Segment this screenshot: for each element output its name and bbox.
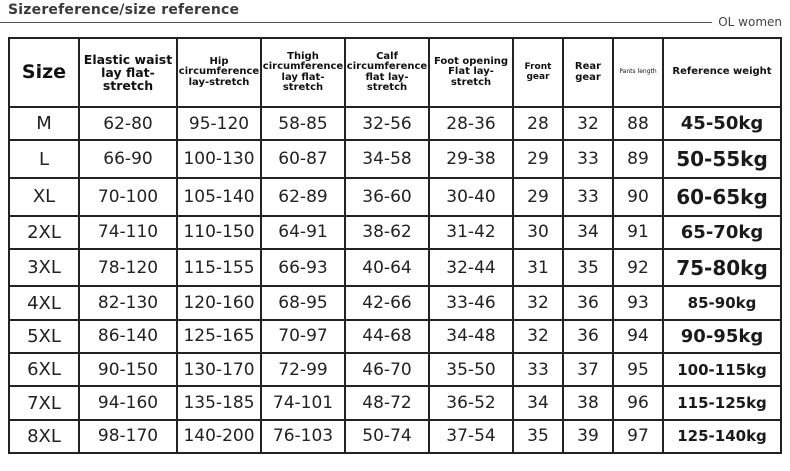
column-header-waist: Elastic waist lay flat-stretch <box>79 38 177 107</box>
foot-opening-cell: 32-44 <box>429 249 513 287</box>
front-gear-cell: 35 <box>513 420 563 453</box>
rear-gear-cell: 37 <box>563 353 613 386</box>
foot-opening-cell: 29-38 <box>429 140 513 178</box>
rear-gear-cell: 34 <box>563 216 613 249</box>
waist-cell: 74-110 <box>79 216 177 249</box>
rear-gear-cell: 36 <box>563 286 613 319</box>
rear-gear-cell: 35 <box>563 249 613 287</box>
calf-cell: 36-60 <box>345 178 429 216</box>
pants-length-cell: 89 <box>613 140 663 178</box>
waist-cell: 86-140 <box>79 320 177 353</box>
waist-cell: 82-130 <box>79 286 177 319</box>
foot-opening-cell: 35-50 <box>429 353 513 386</box>
calf-cell: 34-58 <box>345 140 429 178</box>
rear-gear-cell: 32 <box>563 107 613 140</box>
table-row <box>9 216 781 249</box>
table-row <box>9 420 781 453</box>
waist-cell: 78-120 <box>79 249 177 287</box>
front-gear-cell: 29 <box>513 140 563 178</box>
foot-opening-cell: 28-36 <box>429 107 513 140</box>
front-gear-cell: 32 <box>513 286 563 319</box>
table-row <box>9 178 781 216</box>
column-header-size: Size <box>9 38 79 107</box>
table-row <box>9 353 781 386</box>
calf-cell: 48-72 <box>345 386 429 419</box>
waist-cell: 94-160 <box>79 386 177 419</box>
waist-cell: 62-80 <box>79 107 177 140</box>
thigh-cell: 72-99 <box>261 353 345 386</box>
hip-cell: 100-130 <box>177 140 261 178</box>
page-title: Sizereference/size reference <box>8 2 240 18</box>
calf-cell: 42-66 <box>345 286 429 319</box>
pants-length-cell: 95 <box>613 353 663 386</box>
front-gear-cell: 28 <box>513 107 563 140</box>
pants-length-cell: 94 <box>613 320 663 353</box>
column-header-rear-gear: Rear gear <box>563 38 613 107</box>
size-cell: 8XL <box>9 420 79 453</box>
rear-gear-cell: 33 <box>563 140 613 178</box>
column-header-reference-weight: Reference weight <box>663 38 781 107</box>
reference-weight-cell: 60-65kg <box>663 178 781 216</box>
calf-cell: 44-68 <box>345 320 429 353</box>
reference-weight-cell: 65-70kg <box>663 216 781 249</box>
table-row <box>9 286 781 319</box>
front-gear-cell: 34 <box>513 386 563 419</box>
thigh-cell: 60-87 <box>261 140 345 178</box>
table-row <box>9 107 781 140</box>
column-header-calf: Calf circumference flat lay-stretch <box>345 38 429 107</box>
pants-length-cell: 92 <box>613 249 663 287</box>
thigh-cell: 68-95 <box>261 286 345 319</box>
thigh-cell: 62-89 <box>261 178 345 216</box>
size-reference-table <box>8 37 782 454</box>
size-cell: 3XL <box>9 249 79 287</box>
hip-cell: 120-160 <box>177 286 261 319</box>
thigh-cell: 74-101 <box>261 386 345 419</box>
column-header-hip: Hip circumference lay-stretch <box>177 38 261 107</box>
foot-opening-cell: 34-48 <box>429 320 513 353</box>
size-cell: 2XL <box>9 216 79 249</box>
size-cell: 4XL <box>9 286 79 319</box>
reference-weight-cell: 75-80kg <box>663 249 781 287</box>
rear-gear-cell: 33 <box>563 178 613 216</box>
hip-cell: 140-200 <box>177 420 261 453</box>
pants-length-cell: 90 <box>613 178 663 216</box>
brand-label: OL women <box>718 15 782 29</box>
rear-gear-cell: 36 <box>563 320 613 353</box>
calf-cell: 38-62 <box>345 216 429 249</box>
reference-weight-cell: 50-55kg <box>663 140 781 178</box>
rear-gear-cell: 39 <box>563 420 613 453</box>
waist-cell: 70-100 <box>79 178 177 216</box>
calf-cell: 40-64 <box>345 249 429 287</box>
pants-length-cell: 97 <box>613 420 663 453</box>
size-cell: 5XL <box>9 320 79 353</box>
size-cell: 7XL <box>9 386 79 419</box>
size-cell: L <box>9 140 79 178</box>
calf-cell: 46-70 <box>345 353 429 386</box>
foot-opening-cell: 31-42 <box>429 216 513 249</box>
front-gear-cell: 32 <box>513 320 563 353</box>
reference-weight-cell: 85-90kg <box>663 286 781 319</box>
table-row <box>9 386 781 419</box>
column-header-front-gear: Front gear <box>513 38 563 107</box>
hip-cell: 135-185 <box>177 386 261 419</box>
calf-cell: 32-56 <box>345 107 429 140</box>
front-gear-cell: 30 <box>513 216 563 249</box>
reference-weight-cell: 45-50kg <box>663 107 781 140</box>
pants-length-cell: 91 <box>613 216 663 249</box>
calf-cell: 50-74 <box>345 420 429 453</box>
pants-length-cell: 96 <box>613 386 663 419</box>
hip-cell: 115-155 <box>177 249 261 287</box>
waist-cell: 98-170 <box>79 420 177 453</box>
reference-weight-cell: 125-140kg <box>663 420 781 453</box>
column-header-pants-length: Pants length <box>613 38 663 107</box>
pants-length-cell: 88 <box>613 107 663 140</box>
column-header-thigh: Thigh circumference lay flat-stretch <box>261 38 345 107</box>
size-cell: XL <box>9 178 79 216</box>
table-row <box>9 140 781 178</box>
hip-cell: 95-120 <box>177 107 261 140</box>
reference-weight-cell: 100-115kg <box>663 353 781 386</box>
table-header-row <box>9 38 781 107</box>
hip-cell: 125-165 <box>177 320 261 353</box>
thigh-cell: 66-93 <box>261 249 345 287</box>
size-cell: M <box>9 107 79 140</box>
thigh-cell: 58-85 <box>261 107 345 140</box>
front-gear-cell: 33 <box>513 353 563 386</box>
title-divider <box>0 22 712 23</box>
pants-length-cell: 93 <box>613 286 663 319</box>
thigh-cell: 76-103 <box>261 420 345 453</box>
table-row <box>9 320 781 353</box>
foot-opening-cell: 37-54 <box>429 420 513 453</box>
reference-weight-cell: 115-125kg <box>663 386 781 419</box>
foot-opening-cell: 36-52 <box>429 386 513 419</box>
foot-opening-cell: 30-40 <box>429 178 513 216</box>
hip-cell: 110-150 <box>177 216 261 249</box>
rear-gear-cell: 38 <box>563 386 613 419</box>
front-gear-cell: 29 <box>513 178 563 216</box>
hip-cell: 130-170 <box>177 353 261 386</box>
column-header-foot-opening: Foot opening Flat lay-stretch <box>429 38 513 107</box>
front-gear-cell: 31 <box>513 249 563 287</box>
waist-cell: 90-150 <box>79 353 177 386</box>
foot-opening-cell: 33-46 <box>429 286 513 319</box>
waist-cell: 66-90 <box>79 140 177 178</box>
table-row <box>9 249 781 287</box>
hip-cell: 105-140 <box>177 178 261 216</box>
reference-weight-cell: 90-95kg <box>663 320 781 353</box>
size-cell: 6XL <box>9 353 79 386</box>
thigh-cell: 70-97 <box>261 320 345 353</box>
thigh-cell: 64-91 <box>261 216 345 249</box>
